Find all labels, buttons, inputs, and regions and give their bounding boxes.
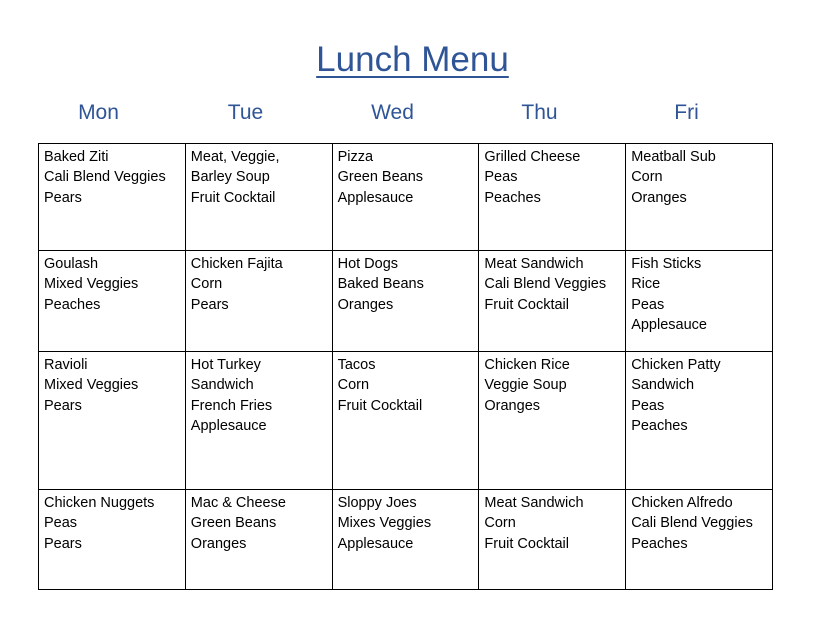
menu-item: Goulash [44,256,99,272]
menu-item: Green Beans [337,169,424,186]
menu-cell-week4-mon [39,490,186,590]
menu-item: Peas [44,515,78,532]
menu-cell-week1-mon [39,144,186,251]
menu-item: Fruit Cocktail [337,397,423,414]
menu-item: Meat, Veggie, [190,149,280,165]
menu-item: Pears [44,189,82,206]
menu-cell-week1-thu [479,144,626,251]
menu-item: Oranges [337,296,394,313]
menu-item: Oranges [484,397,541,414]
menu-item: Green Beans [190,515,277,532]
menu-item: Pears [44,397,82,414]
menu-item: Sloppy Joes [337,495,417,511]
menu-item: Applesauce [337,189,414,206]
menu-item: Mixed Veggies [44,276,139,293]
menu-item: Meatball Sub [631,149,716,165]
menu-item: Applesauce [337,535,414,552]
menu-item: Chicken Nuggets [44,495,155,511]
day-header-fri: Fri [674,101,699,124]
day-headers [25,97,760,129]
menu-item: Meat Sandwich [484,256,584,272]
day-header-thu: Thu [521,101,558,124]
menu-item: Cali Blend Veggies [484,276,607,293]
menu-item: Veggie Soup [484,377,567,394]
menu-table [38,143,773,590]
menu-item: Peas [631,296,665,313]
menu-item: Corn [190,276,223,293]
menu-item: Pears [44,535,82,552]
menu-item: Chicken Alfredo [631,495,733,511]
day-header-wed: Wed [371,101,414,124]
menu-item: Hot Dogs [337,256,399,272]
menu-item: Applesauce [190,418,267,435]
menu-item: Oranges [631,189,687,206]
menu-item: Chicken Fajita [190,256,283,272]
menu-cell-week4-wed [332,490,479,590]
menu-item: Chicken Patty [631,357,721,373]
menu-item: Baked Ziti [44,149,109,165]
menu-cell-week3-tue [185,352,332,490]
menu-item: Fruit Cocktail [484,535,569,552]
menu-item: Corn [631,169,663,186]
menu-cell-week4-thu [479,490,626,590]
menu-item: Tacos [337,357,376,373]
menu-cell-week2-fri [626,251,773,352]
day-header-tue: Tue [227,101,264,124]
menu-item: Cali Blend Veggies [631,515,753,532]
menu-item: Peaches [631,418,688,435]
menu-item: Fish Sticks [631,256,702,272]
menu-item: Sandwich [190,377,254,394]
menu-item: Mixes Veggies [337,515,432,532]
menu-cell-week4-tue [185,490,332,590]
week-row-2 [39,251,773,352]
menu-item: Grilled Cheese [484,149,581,165]
menu-cell-week1-wed [332,144,479,251]
menu-item: Barley Soup [190,169,270,186]
menu-item: Cali Blend Veggies [44,169,166,186]
week-row-4 [39,490,773,590]
menu-item: Baked Beans [337,276,424,293]
menu-cell-week2-wed [332,251,479,352]
menu-cell-week3-mon [39,352,186,490]
menu-item: Chicken Rice [484,357,570,373]
menu-cell-week3-wed [332,352,479,490]
menu-item: Corn [337,377,370,394]
menu-cell-week2-thu [479,251,626,352]
menu-cell-week3-thu [479,352,626,490]
menu-item: Peaches [631,535,688,552]
menu-item: Applesauce [631,317,707,334]
menu-item: Sandwich [631,377,695,394]
menu-cell-week2-mon [39,251,186,352]
menu-item: Peaches [44,296,101,313]
menu-item: Peas [484,169,518,186]
day-header-mon: Mon [78,101,119,124]
menu-cell-week4-fri [626,490,773,590]
menu-item: Ravioli [44,357,88,373]
menu-title [0,38,825,82]
menu-item: Fruit Cocktail [190,189,276,206]
menu-item: Corn [484,515,516,532]
week-row-3 [39,352,773,490]
menu-cell-week1-tue [185,144,332,251]
menu-item: Rice [631,276,661,293]
menu-cell-week1-fri [626,144,773,251]
menu-item: Mixed Veggies [44,377,139,394]
menu-item: Hot Turkey [190,357,261,373]
menu-item: Peas [631,397,665,414]
menu-table-body [39,144,773,590]
week-row-1 [39,144,773,251]
menu-item: Pizza [337,149,374,165]
menu-item: Peaches [484,189,541,206]
menu-item: Mac & Cheese [190,495,286,511]
menu-item: Pears [190,296,229,313]
menu-item: Meat Sandwich [484,495,584,511]
menu-title-text: Lunch Menu [316,40,509,79]
menu-item: Oranges [190,535,247,552]
menu-item: French Fries [190,397,273,414]
menu-cell-week2-tue [185,251,332,352]
menu-item: Fruit Cocktail [484,296,569,313]
menu-cell-week3-fri [626,352,773,490]
